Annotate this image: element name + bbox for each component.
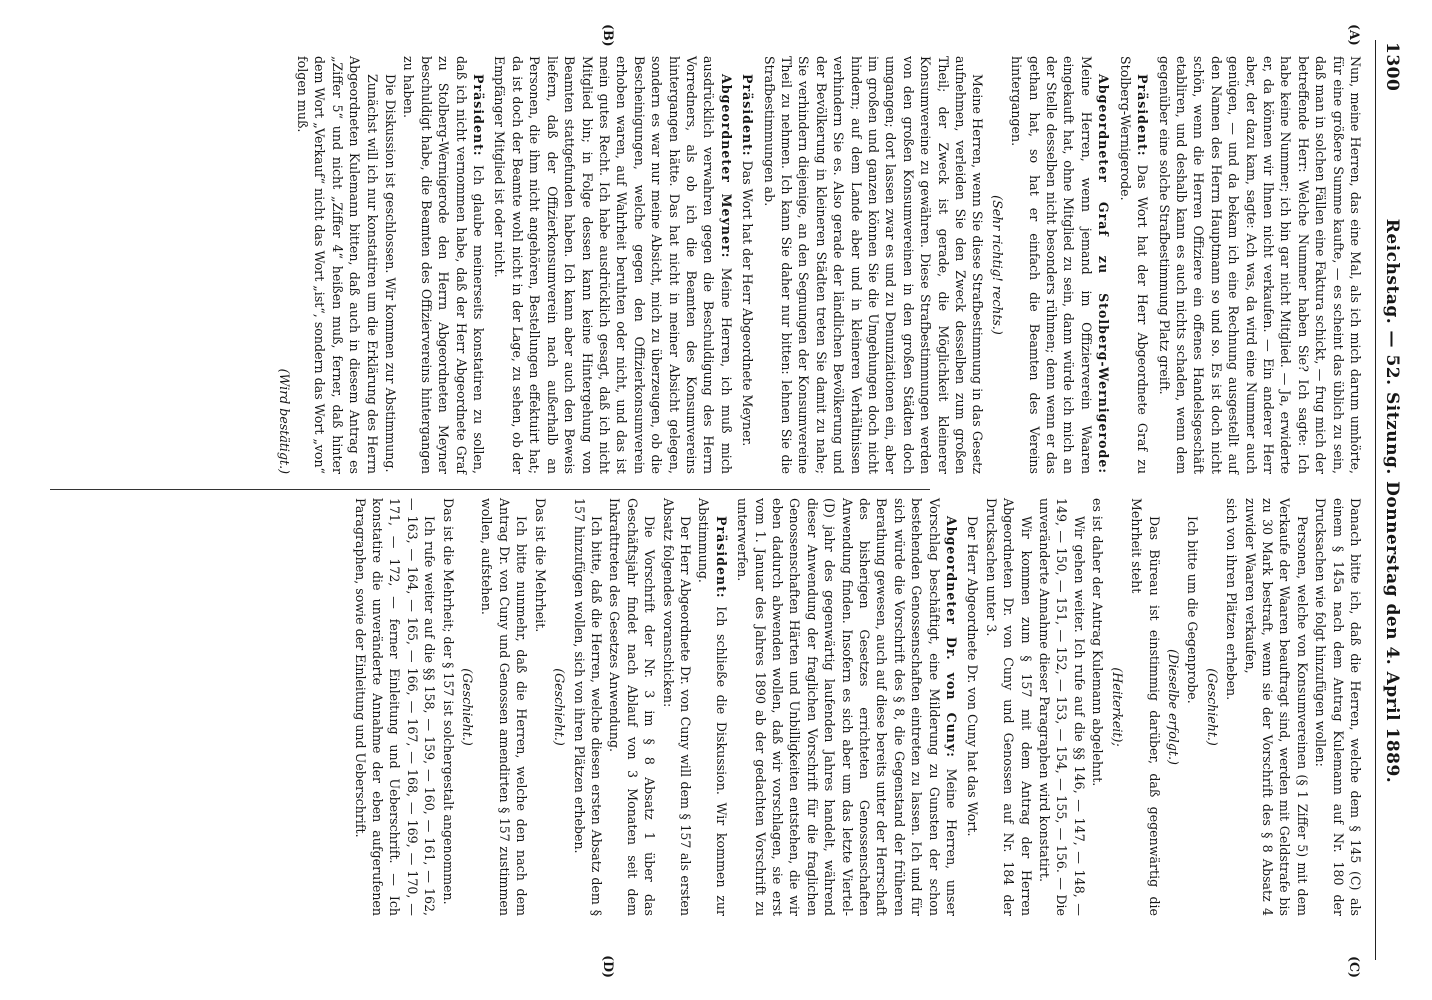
margin-marker-a: (A)	[1347, 24, 1362, 46]
paragraph	[734, 498, 960, 916]
paragraph-text: Ich bitte nunmehr, daß die Herren, welche den nach dem Antrag Dr. von Cuny und Genossen amendirten § 157 zustimmen wollen, aufstehen.	[479, 498, 530, 916]
text-column-left	[274, 56, 1364, 474]
paragraph-text: Meine Herren, unser Vorschlag beschäftigt, eine Milderung zu Gunsten der schon bestehenden Genossenschaften eintreten zu lassen. Ich und für sich würde die Vorschrift des § 8, die Gegenstand der früheren Berathung gewesen, auch auf diese bereits unter der Herrschaft des bisherigen Gesetzes errichteten Genossenschaften Anwendung finden. Insofern es sich aber um das letzte Viertel- (D) jahr des gegenwärtig laufenden Jahres handelt, während dieser Anwendung der fraglichen Vorschrift für die fraglichen Genossenschaften Härten und Unbilligkeiten entstehen, die wir eben dadurch abwenden wollen, daß wir vorschlagen, sie erst vom 1. Januar des Jahres 1890 ab der gedachten Vorschrift zu unterwerfen.	[735, 498, 960, 916]
speaker-name: Abgeordneter Meyner:	[718, 74, 734, 259]
paragraph-text: Das Büreau ist einstimmig darüber, daß gegenwärtig die Mehrheit steht	[1129, 498, 1162, 916]
paragraph	[551, 498, 568, 916]
paragraph	[459, 498, 476, 916]
paragraph-text: Das ist die Mehrheit.	[532, 498, 548, 633]
paragraph-text: Danach bitte ich, daß die Herren, welche dem § 145 (C) als einem § 145a nach dem Antrag Kulemann auf Nr. 180 der Drucksachen wie folgt hinzufügen wollen:	[1313, 498, 1363, 916]
page-number: 1300	[1382, 42, 1402, 92]
paragraph-text: Der Herr Abgeordnete Dr. von Cuny will dem § 157 als ersten Absatz folgendes voranschicken:	[660, 498, 693, 916]
paragraph-text: (Geschieht.)	[1204, 668, 1220, 746]
paragraph	[351, 498, 438, 916]
speaker-name: Abgeordneter Dr. von Cuny:	[944, 516, 960, 758]
margin-marker-b: (B)	[601, 24, 616, 47]
paragraph	[1241, 498, 1311, 916]
paragraph-text: es ist daher der Antrag Kulemann abgelehnt.	[1090, 498, 1106, 787]
paragraph-text: Ich glaube meinerseits konstatiren zu sollen, daß ich nicht vernommen habe, daß der Herr Abgeordnete Graf zu Stolberg-Wernigerode den Herrn Abgeordneten Meyner beschuldigt habe, die Beamten des Offiziervereins hintergangen zu haben.	[401, 56, 487, 474]
paragraph-text: (Dieselbe erfolgt.)	[1165, 649, 1181, 765]
paragraph	[988, 56, 1005, 474]
speaker-name: Präsident:	[471, 74, 487, 157]
paragraph-text: Ich bitte, daß die Herren, welche diesen ersten Absatz dem § 157 hinzufügen wollen, sich von ihren Plätzen erheben.	[571, 498, 604, 916]
paragraph-text: Ich bitte um die Gegenprobe.	[1185, 516, 1201, 704]
paragraph-text: Meine Herren, ich muß mich ausdrücklich verwahren gegen die Beschuldigung des Herrn Vorredners, als ob ich die Beamten des Konsumvereins hintergangen hätte. Das hat nicht in meiner Absicht gelegen, sondern es war nur meine Absicht, mich zu überzeugen, ob die Bescheinigungen, welche gegen den Offizierkonsumverein erhoben waren, auf Wahrheit beruhten oder nicht, und das ist mein gutes Recht. Ich habe ausdrücklich gesagt, daß ich nicht Mitglied bin; in Folge dessen kann keine Hintergehung von Beamten stattgefunden haben. Ich kann aber auch den Beweis liefern, daß der Offizierkonsumverein nach außerhalb an Personen, die ihm nicht angehören, Bestellungen effektuirt hat; da ist doch der Beamte wohl nicht in der Lage, zu sehen, ob der Empfänger Mitglied ist oder nicht.	[492, 56, 734, 474]
paragraph	[1108, 498, 1125, 916]
paragraph	[570, 498, 605, 916]
paragraph	[1312, 498, 1364, 916]
paragraph-text: Das Wort hat der Herr Abgeordnete Meyner.	[740, 160, 756, 447]
paragraph	[1223, 498, 1240, 916]
paragraph	[439, 498, 456, 916]
paragraph	[1036, 498, 1088, 916]
paragraph-text: Das Wort hat der Herr Abgeordnete Graf zu Stolberg-Wernigerode.	[1117, 56, 1151, 474]
header-rule	[1375, 40, 1376, 960]
paragraph	[382, 56, 399, 474]
paragraph	[400, 56, 487, 474]
text-column-right	[350, 498, 1364, 916]
speaker-name: Präsident:	[1135, 74, 1151, 157]
paragraph-text: Wir kommen zum § 157 mit dem Antrag der Herren Abgeordneten Dr. von Cuny und Genossen auf Nr. 184 der Drucksachen unter 3.	[983, 498, 1034, 916]
paragraph-text: (Sehr richtig! rechts.)	[989, 195, 1005, 335]
column-separator	[50, 489, 930, 490]
paragraph	[982, 498, 1034, 916]
paragraph-text: Das ist die Mehrheit; der § 157 ist solchergestalt angenommen.	[440, 498, 456, 905]
paragraph	[294, 56, 381, 474]
paragraph-text: Der Herr Abgeordnete Dr. von Cuny hat das Wort.	[965, 516, 981, 837]
paragraph	[531, 498, 548, 916]
paragraph	[760, 56, 986, 474]
paragraph-text: Nun, meine Herren, das eine Mal, als ich mich darum umhörte, für eine größere Summe kaufte, — es scheint das üblich zu sein, daß man in solchen Fällen eine Faktura schickt, — frug mich der betreffende Herr: Welche Nummer haben Sie? Ich sagte: Ich habe keine Nummer; ich bin gar nicht Mitglied. — Ja, erwiderte er, da können wir Ihnen nicht verkaufen. — Ein anderer Herr aber, der dazu kam, sagte: Ach was, da wird eine Nummer auch genügen, — und da bekam ich eine Rechnung ausgestellt auf den Namen des Herrn Hauptmann so und so. Es ist doch nicht schön, wenn die Herren Offiziere ein offenes Handelsgeschäft etabliren, und deshalb kann es auch nichts schaden, wenn dem gegenüber eine solche Strafbestimmung Platz greift.	[1156, 56, 1363, 474]
paragraph-text: (Wird bestätigt.)	[276, 368, 292, 474]
paragraph	[1128, 498, 1163, 916]
page-header	[1376, 42, 1402, 960]
page-title: Reichstag. — 52. Sitzung. Donnerstag den 4. April 1889.	[1382, 218, 1402, 784]
speaker-name: Präsident:	[713, 516, 729, 599]
paragraph	[659, 498, 694, 916]
paragraph-text: Zunächst will ich nur konstatiren um die Erklärung des Herrn Abgeordneten Kulemann bitten, daß auch in diesem Antrag es „Ziffer 5“ und nicht „Ziffer 4“ heißen muß, ferner, daß hinter dem Wort „Verkauf“ nicht das Wort „ist“, sondern das Wort „von“ folgen muß.	[295, 56, 380, 474]
speaker-name: Präsident:	[740, 74, 756, 157]
paragraph-text: sich von ihren Plätzen erheben.	[1224, 498, 1240, 701]
margin-marker-c: (C)	[1347, 956, 1362, 978]
paragraph	[606, 498, 658, 916]
paragraph-text: Ich schließe die Diskussion. Wir kommen zur Abstimmung.	[696, 498, 729, 916]
paragraph-text: Die Diskussion ist geschlossen. Wir kommen zur Abstimmung.	[383, 74, 399, 473]
paragraph-text: (Heiterkeit);	[1109, 667, 1125, 747]
paragraph-text: Ich rufe weiter auf die §§ 158, — 159, — 160, — 161, — 162, — 163, — 164, — 165, — 166, — 167, — 168, — 169, — 170, — 171, — 172, — ferner Einleitung und Ueberschrift. — Ich konstatire die unveränderte Annahme der eben aufgerufenen Paragraphen, sowie der Einleitung und Ueberschrift.	[352, 498, 438, 916]
margin-marker-d: (D)	[601, 955, 616, 978]
paragraph	[1008, 56, 1112, 474]
document-page	[16, 20, 1416, 980]
paragraph-text: Wir gehen weiter. Ich rufe auf die §§ 146, — 147, — 148, — 149, — 150, — 151, — 152, — 153, — 154, — 155, — 156. — Die unveränderte Annahme dieser Paragraphen wird konstatirt.	[1037, 498, 1087, 916]
paragraph	[1165, 498, 1182, 916]
paragraph-text: Meine Herren, wenn Sie diese Strafbestimmung in das Gesetz aufnehmen, verleiden Sie den Zweck desselben zum großen Theil; der Zweck ist gerade, die Möglichkeit kleinerer Konsumvereine zu gewähren. Diese Strafbestimmungen werden von den großen Konsumvereinen in den großen Städten doch umgangen; dort lassen zwar es und zu Denunziationen ein, aber im großen und ganzen können Sie die Umgehungen doch nicht hindern; auf dem Lande aber und in kleineren Verhältnissen verhindern Sie es. Also gerade der ländlichen Bevölkerung und der Bevölkerung in kleineren Städten treten Sie damit zu nahe; Sie verhindern diejenige, an den Segnungen der Konsumvereine Theil zu nehmen. Ich kann Sie daher nur bitten: lehnen Sie die Strafbestimmungen ab.	[761, 56, 986, 474]
paragraph-text: (Geschieht.)	[460, 668, 476, 746]
paragraph	[695, 498, 730, 916]
paragraph	[275, 56, 292, 474]
paragraph	[1203, 498, 1220, 916]
speaker-name: Abgeordneter Graf zu Stolberg-Wernigerode:	[1096, 74, 1112, 474]
paragraph	[1089, 498, 1106, 916]
paragraph-text: Personen, welche von Konsumvereinen (§ 1 Ziffer 5) mit dem Verkaufe der Waaren beauftragt sind, werden mit Geldstrafe bis zu 30 Mark bestraft, wenn sie der Vorschrift des § 8 Absatz 4 zuwider Waaren verkaufen,	[1242, 498, 1310, 916]
paragraph	[964, 498, 981, 916]
paragraph	[1155, 56, 1364, 474]
paragraph-text: (Geschieht.)	[552, 668, 568, 746]
paragraph	[478, 498, 530, 916]
paragraph	[1116, 56, 1151, 474]
paragraph	[739, 56, 756, 474]
paragraph	[1184, 498, 1201, 916]
paragraph-text: Meine Herren, wenn jemand im Offizierverein Waaren eingekauft hat, ohne Mitglied zu sein, dann würde ich mich an der Stelle desselben nicht besonders rühmen; denn wenn er das gethan hat, so hat er einfach die Beamten des Vereins hintergangen.	[1009, 56, 1094, 474]
paragraph-text: Die Vorschrift der Nr. 3 im § 8 Absatz 1 über das Geschäftsjahr findet nach Ablauf von 3 Monaten seit dem Inkrafttreten des Gesetzes Anwendung.	[607, 498, 658, 916]
paragraph	[491, 56, 735, 474]
